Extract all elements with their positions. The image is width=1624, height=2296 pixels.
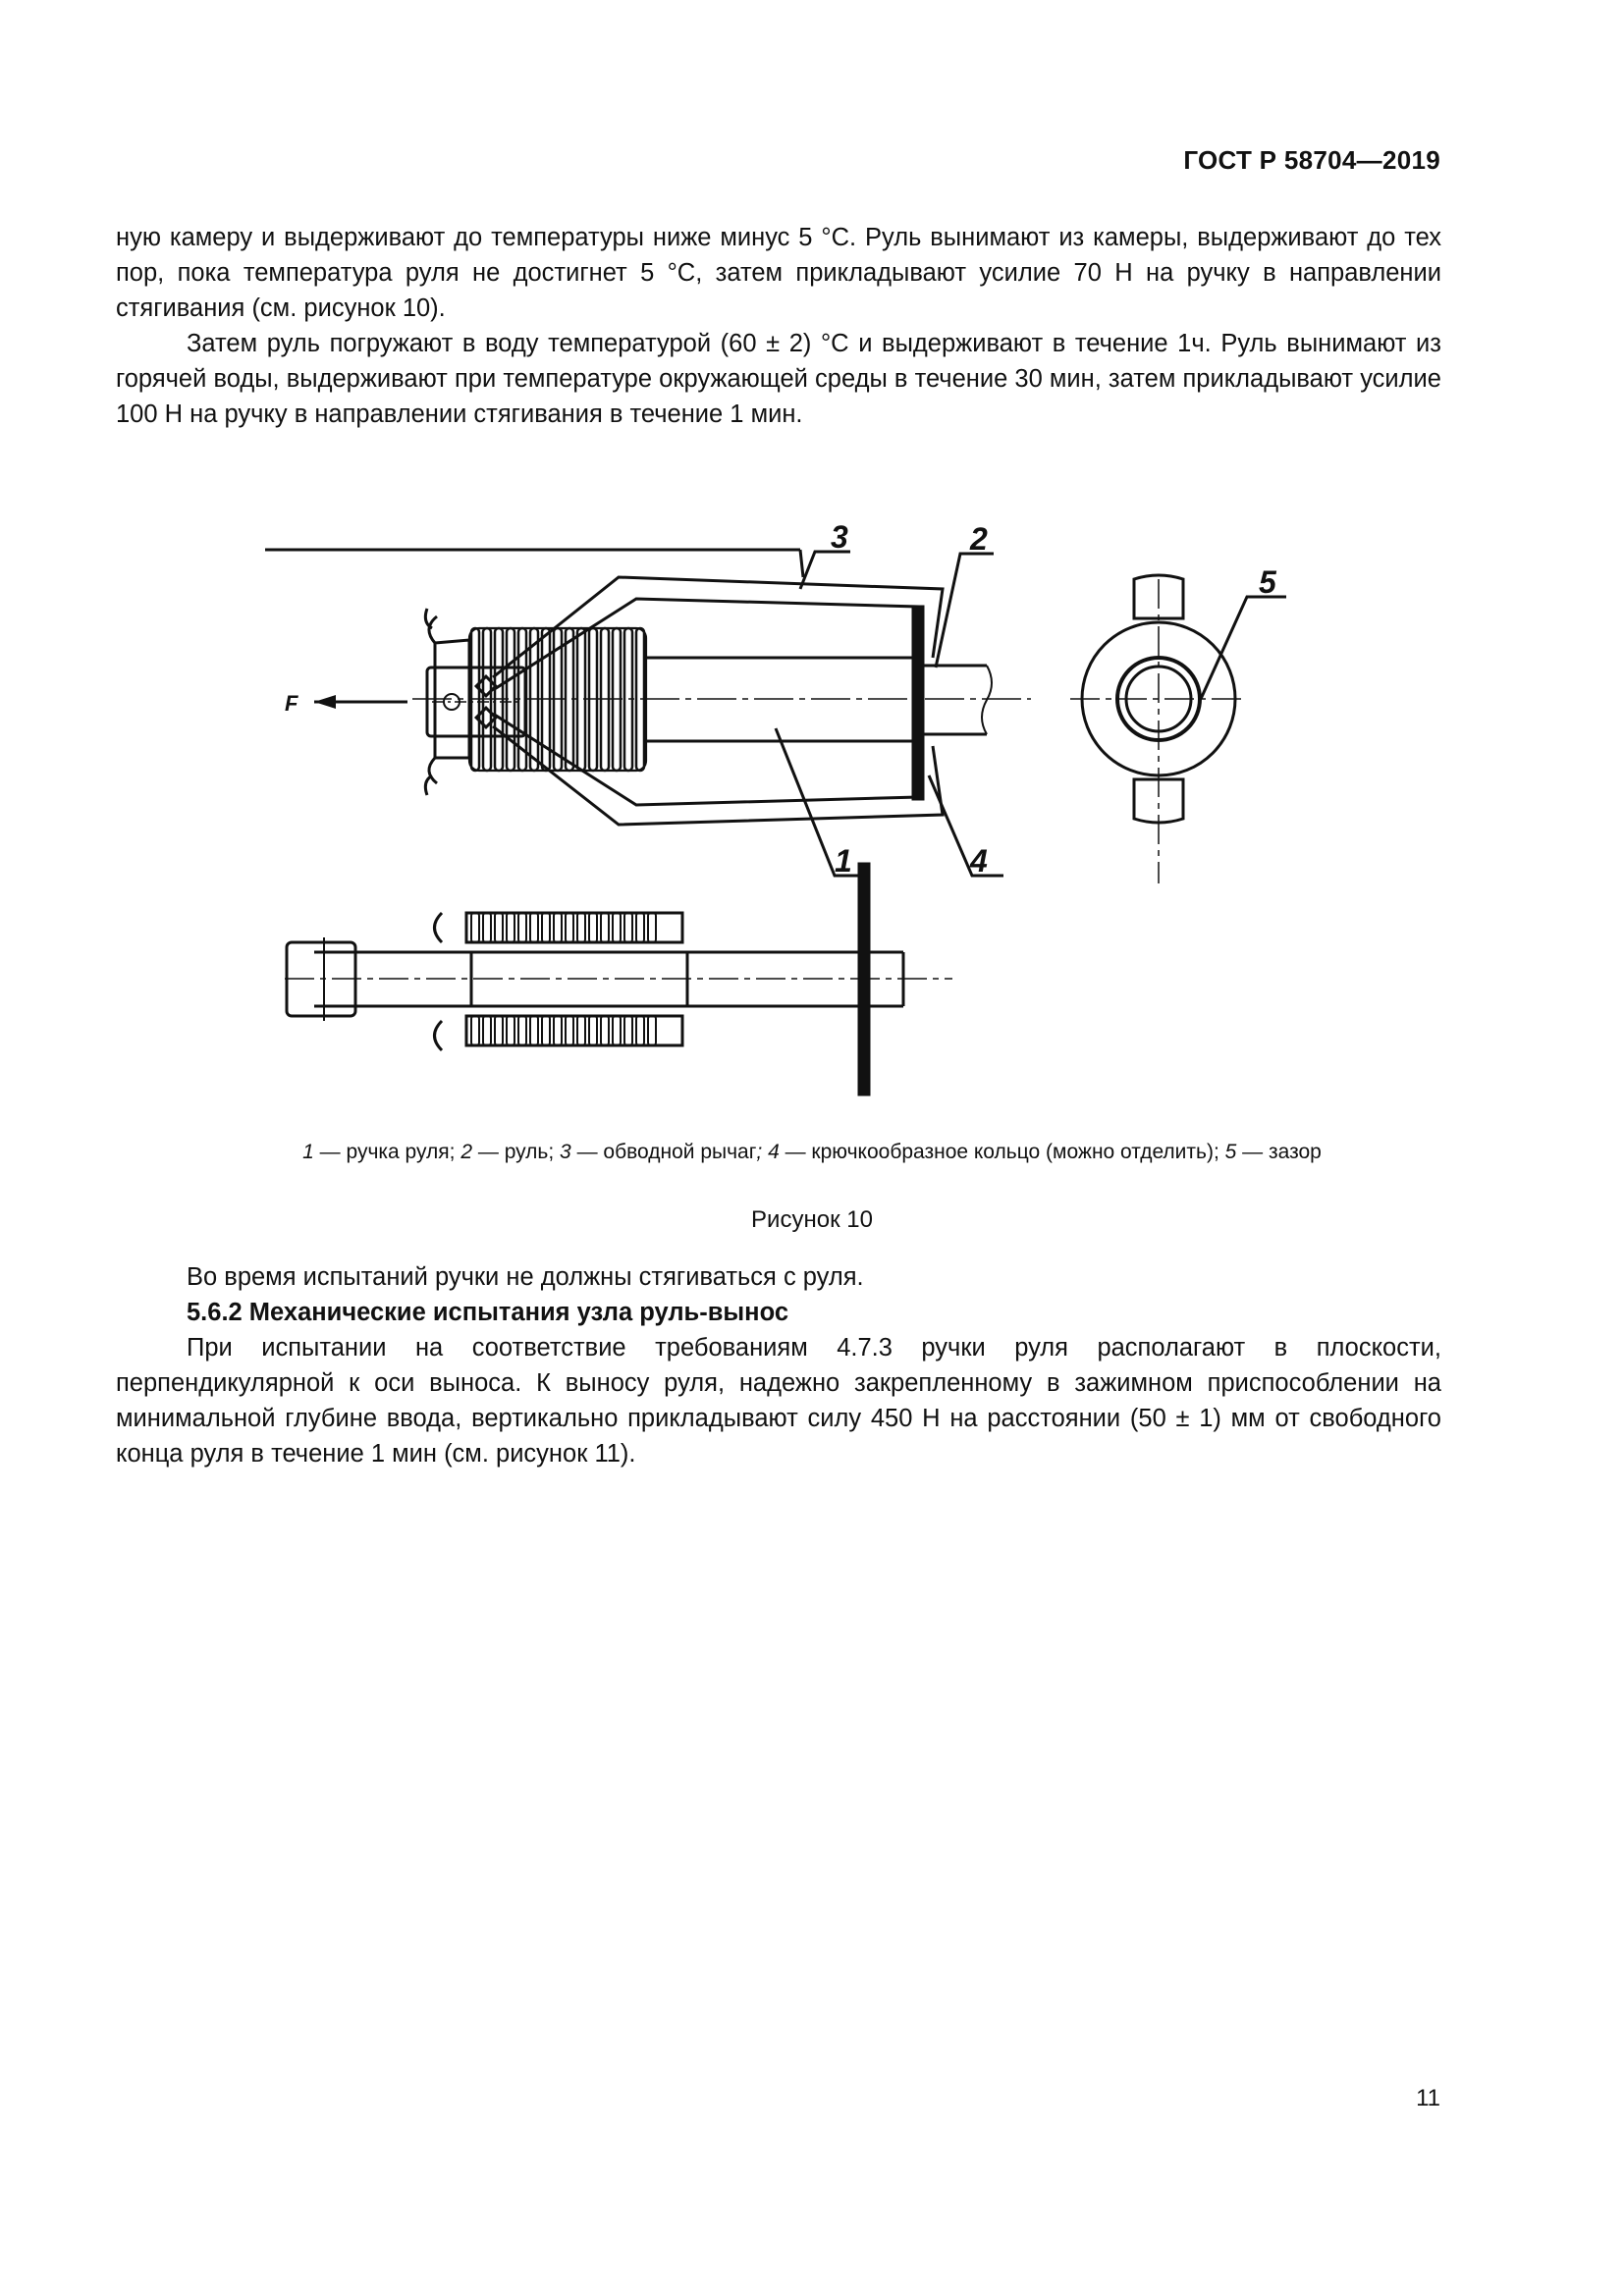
page-number: 11: [1416, 2085, 1440, 2111]
legend-num: 3: [560, 1141, 571, 1163]
legend-num: 1: [302, 1141, 314, 1163]
body-text-top: [116, 220, 1441, 432]
force-label: F: [285, 691, 298, 716]
section-heading: 5.6.2 Механические испытания узла руль-вынос: [187, 1299, 788, 1326]
figure-title: Рисунок 10: [751, 1206, 873, 1233]
bottom-view: [285, 864, 952, 1095]
figure-legend: [0, 1141, 1624, 1164]
legend-text: — ручка руля;: [313, 1141, 461, 1163]
label-4: 4: [970, 843, 988, 879]
label-1: 1: [835, 843, 852, 879]
paragraph: Затем руль погружают в воду температурой (60 ± 2) °С и выдерживают в течение 1ч. Руль вынимают из горячей воды, выдерживают при температуре окружающей среды в течение 30 мин, затем прикладывают усилие 100 Н на ручку в направлении стягивания в течение 1 мин.: [116, 330, 1441, 428]
paragraph: При испытании на соответствие требованиям 4.7.3 ручки руля располагают в плоскости, перпендикулярной к оси выноса. К выносу руля, надежно закрепленному в зажимном приспособлении на минимальной глубине ввода, вертикально прикладывают силу 450 Н на расстоянии (50 ± 1) мм от свободного конца руля в течение 1 мин (см. рисунок 11).: [116, 1334, 1441, 1468]
label-2: 2: [970, 521, 988, 557]
legend-num: ; 4: [756, 1141, 780, 1163]
legend-num: 5: [1224, 1141, 1237, 1163]
paragraph: Во время испытаний ручки не должны стягиваться с руля.: [187, 1263, 864, 1291]
legend-text: — обводной рычаг: [570, 1141, 757, 1163]
legend-num: 2: [460, 1141, 473, 1163]
label-5: 5: [1259, 564, 1276, 600]
document-header: ГОСТ Р 58704—2019: [1183, 145, 1440, 175]
legend-text: — зазор: [1236, 1141, 1322, 1163]
handle-test-drawing: [265, 491, 1296, 1109]
legend-text: — руль;: [472, 1141, 561, 1163]
label-3: 3: [831, 519, 848, 555]
body-text-bottom: [116, 1259, 1441, 1471]
paragraph: ную камеру и выдерживают до температуры ниже минус 5 °С. Руль вынимают из камеры, выдерживают до тех пор, пока температура руля не достигнет 5 °С, затем прикладывают усилие 70 Н на ручку в направлении стягивания (см. рисунок 10).: [116, 224, 1441, 322]
legend-text: — крючкообразное кольцо (можно отделить);: [779, 1141, 1225, 1163]
figure-10: [265, 491, 1296, 1109]
